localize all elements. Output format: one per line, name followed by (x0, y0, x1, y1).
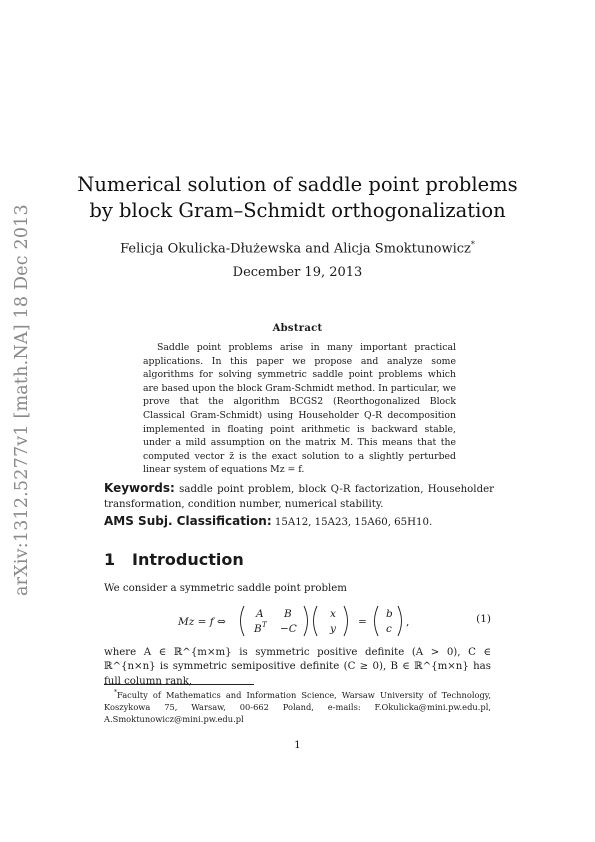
author-footnote-mark[interactable]: * (470, 240, 475, 249)
footnote (104, 687, 491, 725)
ams-codes: 15A12, 15A23, 15A60, 65H10. (274, 517, 433, 528)
equation-1 (104, 601, 491, 641)
section-title: Introduction (132, 550, 244, 569)
ams-label: AMS Subj. Classification: (104, 514, 272, 528)
rhs-right-paren (398, 606, 402, 636)
matrix-a: A (256, 608, 264, 620)
body-paragraph: where A ∈ ℝ^{m×m} is symmetric positive definite (A > 0), C ∈ ℝ^{n×n} is symmetric semipositive definite (C ≥ 0), B ∈ ℝ^{m×n} has full column rank, (104, 647, 491, 687)
section-heading (104, 550, 244, 569)
intro-paragraph: We consider a symmetric saddle point problem (104, 583, 347, 594)
footnote-divider (104, 684, 254, 685)
section-number: 1 (104, 550, 116, 569)
vector-x: x (330, 608, 336, 620)
matrix-bt: B (254, 623, 262, 635)
title-line-2: by block Gram–Schmidt orthogonalization (89, 199, 506, 222)
matrix-left-paren (241, 606, 245, 636)
matrix-right-paren (304, 606, 308, 636)
paper-title (60, 172, 535, 224)
rhs-b: b (386, 608, 393, 620)
equation-comma: , (406, 616, 410, 628)
vector-y: y (330, 623, 336, 635)
equation-number: (1) (476, 613, 491, 625)
authors-text: Felicja Okulicka-Dłużewska and Alicja Smoktunowicz (120, 241, 471, 257)
ams-classification-block (104, 514, 494, 530)
equation-svg (104, 601, 444, 641)
keywords-label: Keywords: (104, 481, 175, 495)
abstract-heading: Abstract (272, 323, 323, 334)
matrix-b: B (284, 608, 292, 620)
author-list (60, 237, 535, 257)
publication-date: December 19, 2013 (232, 265, 363, 280)
footnote-text[interactable]: Faculty of Mathematics and Information Science, Warsaw University of Technology, Koszykowa 75, Warsaw, 00-662 Poland, e-mails: F.Okulicka@mini.pw.edu.pl, A.Smoktunowicz@mini.pw.edu.pl (104, 689, 491, 725)
vector-left-paren (314, 606, 318, 636)
page-number: 1 (294, 739, 301, 751)
matrix-bt-sup: T (262, 621, 267, 629)
equation-equals: = (358, 616, 367, 628)
title-line-1: Numerical solution of saddle point problems (77, 173, 518, 196)
rhs-c: c (386, 623, 392, 635)
footnote-mark: * (114, 689, 117, 696)
arxiv-identifier[interactable]: arXiv:1312.5277v1 [math.NA] 18 Dec 2013 (12, 204, 32, 596)
matrix-minus-c: −C (280, 623, 297, 635)
abstract-text: Saddle point problems arise in many important practical applications. In this paper we propose and analyze some algorithms for solving symmetric saddle point problems which are based upon the block Gram-Schmidt method. In particular, we prove that the algorithm BCGS2 (Reorthogonalized Block Classical Gram-Schmidt) using Householder Q-R decomposition implemented in floating point arithmetic is backward stable, under a mild assumption on the matrix M. This means that the computed vector z̃ is the exact solution to a slightly perturbed linear system of equations Mz = f. (143, 342, 456, 476)
rhs-left-paren (375, 606, 379, 636)
vector-right-paren (344, 606, 348, 636)
keywords-text: saddle point problem, block Q-R factorization, Householder transformation, condition number, numerical stability. (104, 484, 494, 510)
keywords-block (104, 481, 494, 512)
equation-lhs: Mz = f ⇔ (178, 616, 226, 628)
